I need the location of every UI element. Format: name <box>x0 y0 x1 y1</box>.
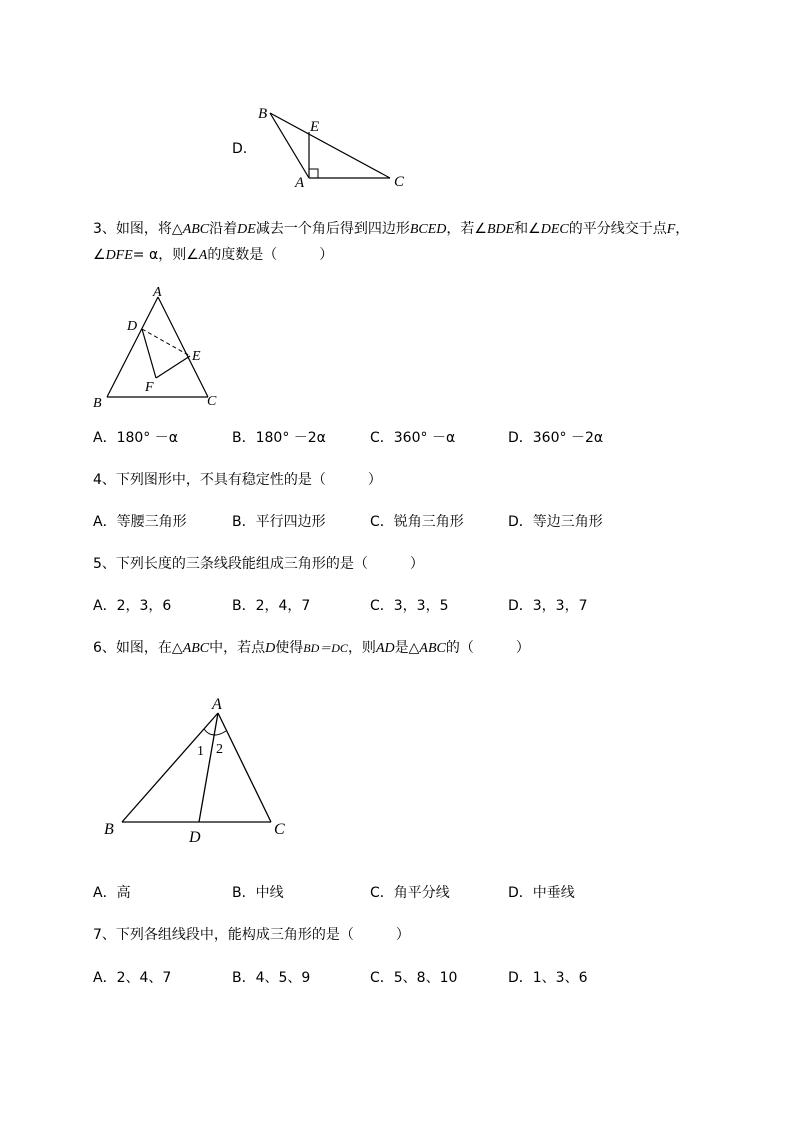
q3-label-f: F <box>145 380 154 395</box>
q6-angle-1: 1 <box>197 744 204 759</box>
q7-option-b[interactable]: B．4、5、9 <box>232 970 311 986</box>
q5-option-b[interactable]: B．2，4，7 <box>232 598 311 614</box>
q6-option-b[interactable]: B．中线 <box>232 885 284 901</box>
q2-label-b: B <box>258 106 268 122</box>
q3-stem-line2: ∠DFE= α，则∠A的度数是（ ） <box>93 247 334 263</box>
q6-option-a[interactable]: A．高 <box>93 885 131 901</box>
q4-stem: 4、下列图形中，不具有稳定性的是（ ） <box>93 472 382 488</box>
q7-stem: 7、下列各组线段中，能构成三角形的是（ ） <box>93 927 410 943</box>
q6-label-c: C <box>274 821 285 838</box>
q7-option-c[interactable]: C．5、8、10 <box>370 970 458 986</box>
q5-option-c[interactable]: C．3，3，5 <box>370 598 449 614</box>
q6-option-d[interactable]: D．中垂线 <box>508 885 575 901</box>
q6-label-a: A <box>212 696 222 713</box>
q4-option-a[interactable]: A．等腰三角形 <box>93 514 187 530</box>
q4-option-c[interactable]: C．锐角三角形 <box>370 514 464 530</box>
q5-option-d[interactable]: D．3，3，7 <box>508 598 588 614</box>
q5-option-a[interactable]: A．2，3，6 <box>93 598 172 614</box>
q3-label-b: B <box>93 396 102 411</box>
q7-option-a[interactable]: A．2、4、7 <box>93 970 172 986</box>
q3-label-c: C <box>207 394 217 409</box>
q6-angle-2: 2 <box>216 742 223 757</box>
q2-label-a: A <box>295 175 305 191</box>
q6-option-c[interactable]: C．角平分线 <box>370 885 450 901</box>
q2-label-c: C <box>394 174 405 190</box>
q6-label-d: D <box>189 829 201 846</box>
q2-label-e: E <box>310 119 320 135</box>
q3-option-a[interactable]: A．180° －α <box>93 430 178 446</box>
q6-label-b: B <box>104 821 114 838</box>
q3-label-e: E <box>192 349 201 364</box>
q3-label-d: D <box>127 319 138 334</box>
q3-option-b[interactable]: B．180° －2α <box>232 430 326 446</box>
q2-option-d-label: D. <box>232 141 248 157</box>
q3-label-a: A <box>153 285 162 300</box>
q4-option-d[interactable]: D．等边三角形 <box>508 514 603 530</box>
q5-stem: 5、下列长度的三条线段能组成三角形的是（ ） <box>93 556 424 572</box>
q4-option-b[interactable]: B．平行四边形 <box>232 514 326 530</box>
q3-stem-line1: 3、如图，将△ABC沿着DE减去一个角后得到四边形BCED，若∠BDE和∠DEC的平分线交于点F， <box>93 221 690 237</box>
q3-option-d[interactable]: D．360° －2α <box>508 430 604 446</box>
q7-option-d[interactable]: D．1、3、6 <box>508 970 588 986</box>
q6-stem: 6、如图，在△ABC中，若点D使得BD＝DC，则AD是△ABC的（ ） <box>93 640 530 656</box>
q3-option-c[interactable]: C．360° －α <box>370 430 456 446</box>
